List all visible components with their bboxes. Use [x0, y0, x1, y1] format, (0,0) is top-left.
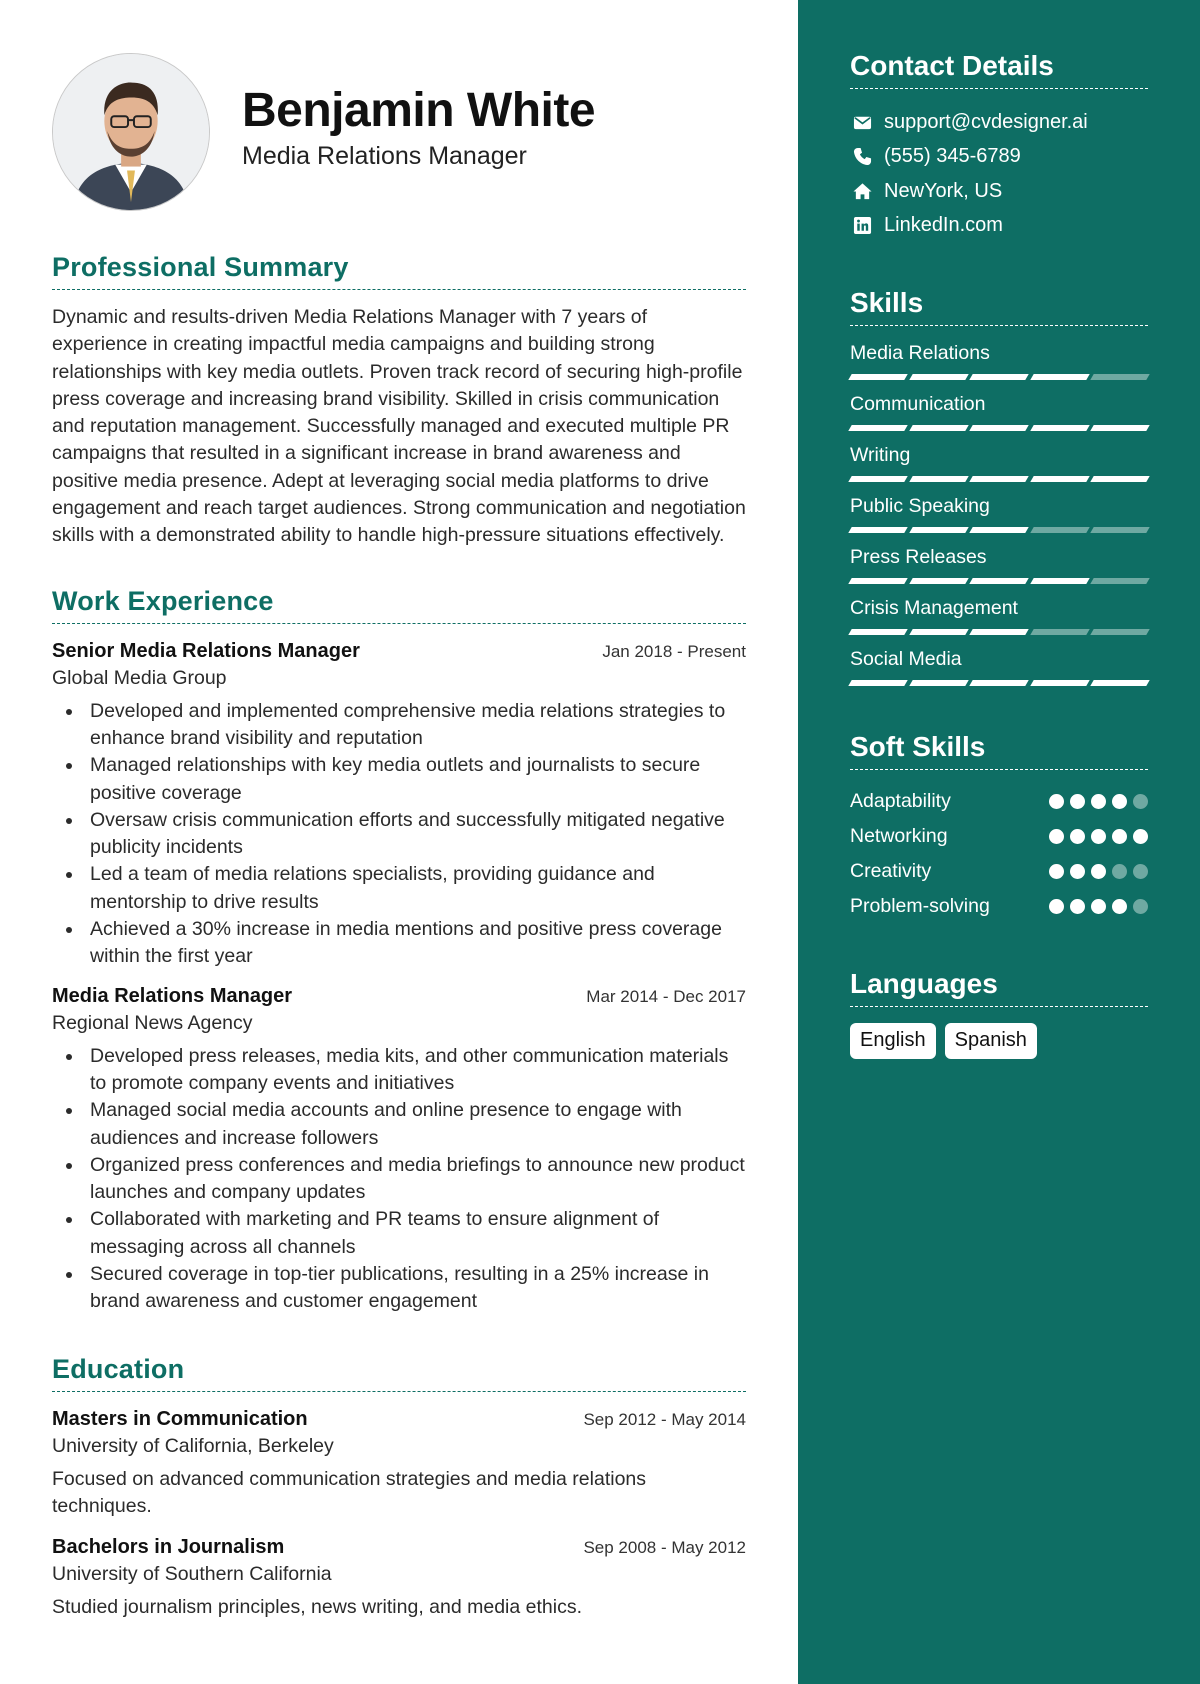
sidebar — [798, 0, 1200, 1684]
rating-dot — [1133, 899, 1148, 914]
rating-dot — [1070, 864, 1085, 879]
skill-level-segment — [848, 578, 907, 584]
contact-linkedin[interactable] — [850, 209, 1148, 244]
rating-dot — [1112, 899, 1127, 914]
rating-dot — [1049, 899, 1064, 914]
job-bullet: Led a team of media relations specialists, providing guidance and mentorship to drive results — [52, 861, 746, 916]
skill-level-bar — [850, 425, 1148, 432]
rating-dot — [1070, 794, 1085, 809]
skill-level-segment — [1030, 476, 1089, 482]
skill-level-segment — [1091, 680, 1150, 686]
candidate-title: Media Relations Manager — [242, 141, 527, 170]
job-role: Senior Media Relations Manager — [52, 639, 360, 662]
skill-level-segment — [909, 629, 968, 635]
skill-item — [850, 393, 1148, 432]
skill-item — [850, 495, 1148, 534]
rating-dot — [1112, 864, 1127, 879]
soft-skill-item — [850, 819, 1148, 854]
job-dates: Mar 2014 - Dec 2017 — [586, 986, 746, 1006]
skill-level-segment — [1091, 629, 1150, 635]
skills-heading: Skills — [850, 287, 1148, 326]
skill-level-segment — [969, 578, 1028, 584]
avatar — [52, 53, 210, 211]
skills-list — [850, 342, 1148, 687]
soft-skill-rating — [1049, 794, 1148, 809]
rating-dot — [1049, 864, 1064, 879]
languages-list — [850, 1023, 1148, 1059]
skill-level-segment — [1030, 527, 1089, 533]
skill-level-segment — [909, 425, 968, 431]
skill-level-segment — [1030, 374, 1089, 380]
skill-level-segment — [909, 578, 968, 584]
skill-item — [850, 444, 1148, 483]
skill-level-segment — [1030, 578, 1089, 584]
rating-dot — [1112, 794, 1127, 809]
rating-dot — [1070, 829, 1085, 844]
job-bullet: Secured coverage in top-tier publications, resulting in a 25% increase in brand awareness and customer engagement — [52, 1261, 746, 1316]
rating-dot — [1091, 864, 1106, 879]
job-bullet: Developed and implemented comprehensive media relations strategies to enhance brand visibility and reputation — [52, 698, 746, 753]
rating-dot — [1049, 794, 1064, 809]
summary-heading: Professional Summary — [52, 252, 746, 290]
skill-item — [850, 648, 1148, 687]
education-entry — [52, 1536, 746, 1621]
rating-dot — [1091, 899, 1106, 914]
skill-level-segment — [1091, 374, 1150, 380]
degree: Bachelors in Journalism — [52, 1536, 285, 1559]
school: University of California, Berkeley — [52, 1434, 334, 1457]
job-bullet: Oversaw crisis communication efforts and successfully mitigated negative publicity incidents — [52, 807, 746, 862]
skill-item — [850, 597, 1148, 636]
soft-skill-item — [850, 784, 1148, 819]
job-entry — [52, 985, 746, 1316]
candidate-name: Benjamin White — [242, 83, 596, 137]
education-description: Focused on advanced communication strategies and media relations techniques. — [52, 1467, 647, 1517]
skill-level-bar — [850, 680, 1148, 687]
skill-name: Public Speaking — [850, 495, 990, 517]
skill-level-segment — [909, 374, 968, 380]
skill-level-segment — [848, 476, 907, 482]
soft-skill-name: Creativity — [850, 860, 932, 882]
soft-skill-rating — [1049, 899, 1148, 914]
skill-level-segment — [848, 680, 907, 686]
job-role: Media Relations Manager — [52, 984, 293, 1007]
soft-skills-heading: Soft Skills — [850, 731, 1148, 770]
skill-level-segment — [969, 425, 1028, 431]
contact-email-text[interactable]: support@cvdesigner.ai — [884, 110, 1088, 133]
skill-level-bar — [850, 527, 1148, 534]
skill-level-segment — [1091, 578, 1150, 584]
skill-level-segment — [1091, 425, 1150, 431]
skill-level-segment — [969, 680, 1028, 686]
contact-heading: Contact Details — [850, 50, 1148, 89]
language-pill: Spanish — [945, 1023, 1037, 1059]
summary-text: Dynamic and results-driven Media Relations Manager with 7 years of experience in creating impactful media campaigns and building strong relationships with key media outlets. Proven track record of securing high-profile press coverage and increasing brand visibility. Skilled in crisis communication and reputation management. Successfully managed and executed multiple PR campaigns that resulted in a significant increase in brand awareness and positive media presence. Adept at leveraging social media platforms to drive engagement and reach target audiences. Strong communication and negotiation skills with a demonstrated ability to handle high-pressure situations effectively. — [52, 306, 746, 547]
phone-icon — [850, 147, 874, 167]
contact-location-text: NewYork, US — [884, 179, 1003, 202]
job-entry — [52, 640, 746, 971]
job-bullets — [52, 1043, 746, 1316]
contact-linkedin-text[interactable]: LinkedIn.com — [884, 214, 1003, 237]
skill-item — [850, 342, 1148, 381]
rating-dot — [1133, 864, 1148, 879]
skill-name: Crisis Management — [850, 597, 1018, 619]
education-heading: Education — [52, 1354, 746, 1392]
soft-skills-list — [850, 784, 1148, 924]
skill-level-segment — [909, 680, 968, 686]
skill-level-segment — [848, 527, 907, 533]
language-pill: English — [850, 1023, 936, 1059]
rating-dot — [1091, 794, 1106, 809]
soft-skill-name: Adaptability — [850, 790, 951, 812]
resume-header — [52, 52, 746, 212]
skill-level-bar — [850, 629, 1148, 636]
job-bullet: Managed social media accounts and online presence to engage with audiences and increase followers — [52, 1097, 746, 1152]
skill-level-segment — [969, 476, 1028, 482]
job-bullet: Organized press conferences and media briefings to announce new product launches and company updates — [52, 1152, 746, 1207]
job-bullet: Managed relationships with key media outlets and journalists to secure positive coverage — [52, 752, 746, 807]
experience-section — [52, 586, 746, 1316]
education-entry — [52, 1408, 746, 1521]
skill-level-bar — [850, 476, 1148, 483]
soft-skills-section — [850, 731, 1148, 924]
skill-level-segment — [1030, 425, 1089, 431]
soft-skill-rating — [1049, 829, 1148, 844]
skill-level-segment — [1030, 629, 1089, 635]
skill-level-bar — [850, 374, 1148, 381]
skills-section — [850, 287, 1148, 687]
identity-block — [242, 82, 595, 171]
skill-name: Press Releases — [850, 546, 987, 568]
job-company: Regional News Agency — [52, 1011, 253, 1034]
languages-section — [850, 968, 1148, 1059]
profile-photo — [53, 54, 209, 210]
contact-email[interactable] — [850, 105, 1148, 140]
home-icon — [850, 181, 874, 201]
soft-skill-item — [850, 854, 1148, 889]
skill-level-segment — [848, 374, 907, 380]
linkedin-icon — [850, 216, 874, 236]
rating-dot — [1133, 794, 1148, 809]
job-bullets — [52, 698, 746, 971]
education-dates: Sep 2012 - May 2014 — [583, 1409, 746, 1429]
skill-level-segment — [848, 425, 907, 431]
languages-heading: Languages — [850, 968, 1148, 1007]
skill-level-segment — [1091, 527, 1150, 533]
education-description: Studied journalism principles, news writing, and media ethics. — [52, 1596, 583, 1619]
skill-name: Social Media — [850, 648, 962, 670]
job-bullet: Achieved a 30% increase in media mentions and positive press coverage within the first year — [52, 916, 746, 971]
skill-level-segment — [969, 527, 1028, 533]
rating-dot — [1133, 829, 1148, 844]
contact-phone-text[interactable]: (555) 345-6789 — [884, 145, 1021, 168]
skill-name: Communication — [850, 393, 986, 415]
soft-skill-name: Networking — [850, 825, 948, 847]
contact-location — [850, 174, 1148, 209]
rating-dot — [1049, 829, 1064, 844]
job-company: Global Media Group — [52, 666, 227, 689]
soft-skill-rating — [1049, 864, 1148, 879]
summary-section — [52, 252, 746, 550]
skill-item — [850, 546, 1148, 585]
skill-level-segment — [909, 476, 968, 482]
skill-level-segment — [909, 527, 968, 533]
contact-phone[interactable] — [850, 140, 1148, 175]
envelope-icon — [850, 112, 874, 132]
soft-skill-item — [850, 889, 1148, 924]
rating-dot — [1112, 829, 1127, 844]
school: University of Southern California — [52, 1563, 332, 1586]
education-dates: Sep 2008 - May 2012 — [583, 1538, 746, 1558]
job-bullet: Collaborated with marketing and PR teams to ensure alignment of messaging across all channels — [52, 1206, 746, 1261]
skill-level-segment — [969, 629, 1028, 635]
skill-level-segment — [848, 629, 907, 635]
soft-skill-name: Problem-solving — [850, 895, 990, 917]
rating-dot — [1091, 829, 1106, 844]
job-dates: Jan 2018 - Present — [602, 641, 746, 661]
education-section — [52, 1354, 746, 1622]
skill-level-segment — [1091, 476, 1150, 482]
skill-name: Writing — [850, 444, 911, 466]
experience-heading: Work Experience — [52, 586, 746, 624]
degree: Masters in Communication — [52, 1407, 308, 1430]
skill-level-bar — [850, 578, 1148, 585]
skill-level-segment — [1030, 680, 1089, 686]
skill-level-segment — [969, 374, 1028, 380]
skill-name: Media Relations — [850, 342, 990, 364]
rating-dot — [1070, 899, 1085, 914]
contact-section — [850, 50, 1148, 243]
job-bullet: Developed press releases, media kits, and other communication materials to promote company events and initiatives — [52, 1043, 746, 1098]
